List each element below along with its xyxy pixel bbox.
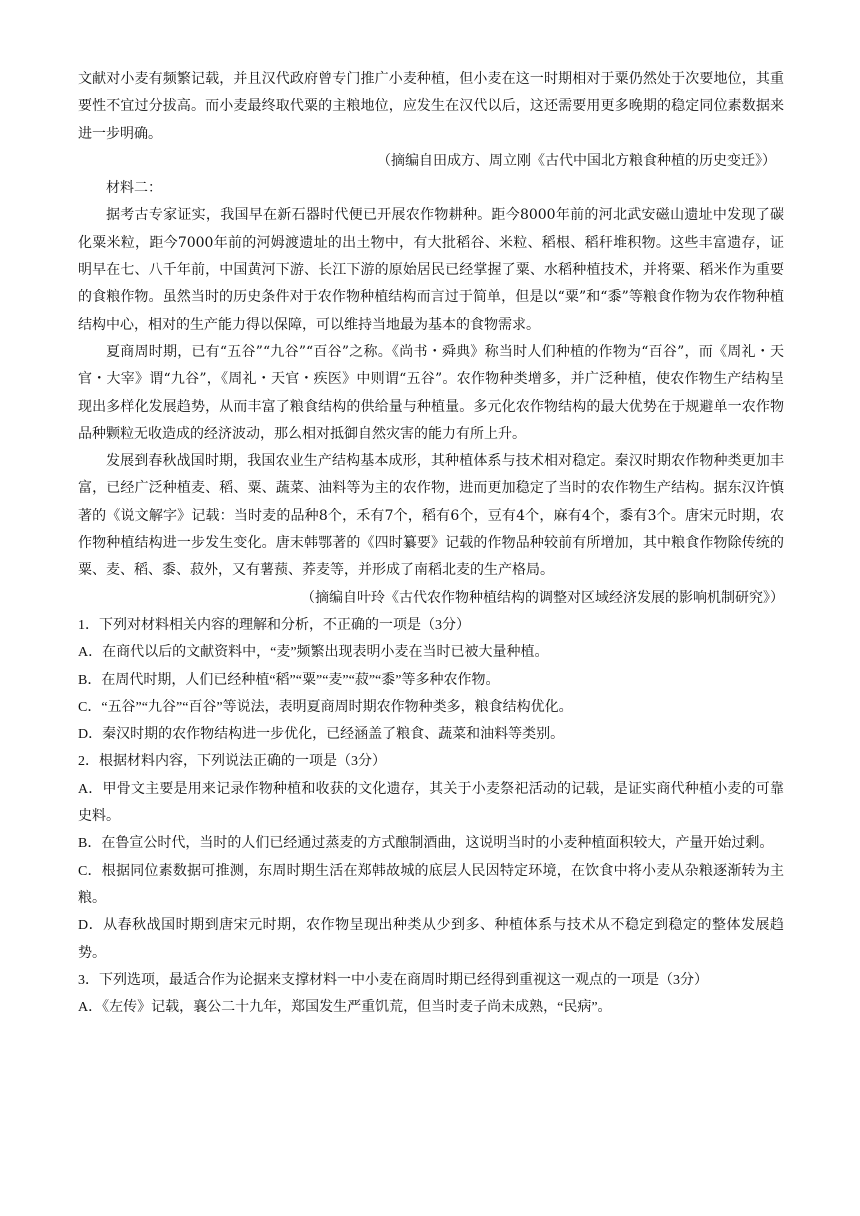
option-b: B．在鲁宣公时代，当时的人们已经通过蒸麦的方式酿制酒曲，这说明当时的小麦种植面积较大，产量开始过剩。 [78,836,774,852]
option-a: A．甲骨文主要是用来记录作物种植和收获的文化遗存，其关于小麦祭祀活动的记载，是证实商代种植小麦的可靠史料。 [78,781,784,825]
material2-paragraph-2: 夏商周时期，已有“五谷”“九谷”“百谷”之称。《尚书・舜典》称当时人们种植的作物为“百谷”，而《周礼・天官・大宰》谓“九谷”，《周礼・天官・疾医》中则谓“五谷”。农作物种类增多，并广泛种植，使农作物生产结构呈现出多样化发展趋势，从而丰富了粮食结构的供给量与种植量。多元化农作物结构的最大优势在于规避单一农作物品种颗粒无收造成的经济波动，那么相对抵御自然灾害的能力有所上升。 [78,343,784,442]
material1-continuation: 文献对小麦有频繁记载，并且汉代政府曾专门推广小麦种植，但小麦在这一时期相对于粟仍然处于次要地位，其重要性不宜过分拔高。而小麦最终取代粟的主粮地位，应发生在汉代以后，这还需要用更多晚期的稳定同位素数据来进一步明确。 [78,71,784,142]
question-2 [78,748,784,966]
option-a: A．在商代以后的文献资料中，“麦”频繁出现表明小麦在当时已被大量种植。 [78,645,549,661]
option-b: B．在周代时期，人们已经种植“稻”“粟”“麦”“菽”“黍”等多种农作物。 [78,672,500,688]
question-1 [78,612,784,748]
question-stem: 2．根据材料内容，下列说法正确的一项是（3分） [78,754,386,770]
material2-paragraph-1: 据考古专家证实，我国早在新石器时代便已开展农作物耕种。距今8000年前的河北武安磁山遗址中发现了碳化粟米粒，距今7000年前的河姆渡遗址的出土物中，有大批稻谷、米粒、稻根、稻秆堆积物。这些丰富遗存，证明早在七、八千年前，中国黄河下游、长江下游的原始居民已经掌握了粟、水稻种植技术，并将粟、稻米作为重要的食粮作物。虽然当时的历史条件对于农作物种植结构而言过于简单，但是以“粟”和“黍”等粮食作物为农作物种植结构中心，相对的生产能力得以保障，可以维持当地最为基本的食物需求。 [78,207,784,333]
option-c: C．根据同位素数据可推测，东周时期生活在郑韩故城的底层人民因特定环境，在饮食中将小麦从杂粮逐渐转为主粮。 [78,863,784,906]
material1-source: （摘编自田成方、周立刚《古代中国北方粮食种植的历史变迁》） [377,152,776,169]
material2-source: （摘编自叶玲《古代农作物种植结构的调整对区域经济发展的影响机制研究》） [301,589,784,606]
option-c: C．“五谷”“九谷”“百谷”等说法，表明夏商周时期农作物种类多，粮食结构优化。 [78,699,573,715]
material2-heading: 材料二： [106,180,162,197]
material2-paragraph-3: 发展到春秋战国时期，我国农业生产结构基本成形，其种植体系与技术相对稳定。秦汉时期农作物种类更加丰富，已经广泛种植麦、稻、粟、蔬菜、油料等为主的农作物，进而更加稳定了当时的农作物生产结构。据东汉许慎著的《说文解字》记载：当时麦的品种8个，禾有7个，稻有6个，豆有4个，麻有4个，黍有3个。唐宋元时期，农作物种植结构进一步发生变化。唐末韩鄂著的《四时纂要》记载的作物品种较前有所增加，其中粮食作物除传统的粟、麦、稻、黍、菽外，又有薯蓣、荞麦等，并形成了南稻北麦的生产格局。 [78,453,784,579]
question-stem: 1．下列对材料相关内容的理解和分析，不正确的一项是（3分） [78,617,470,633]
question-stem: 3．下列选项，最适合作为论据来支撑材料一中小麦在商周时期已经得到重视这一观点的一项是（3分） [78,972,708,988]
option-d: D．秦汉时期的农作物结构进一步优化，已经涵盖了粮食、蔬菜和油料等类别。 [78,727,565,743]
option-d: D．从春秋战国时期到唐宋元时期，农作物呈现出种类从少到多、种植体系与技术从不稳定到稳定的整体发展趋势。 [78,918,784,961]
option-a: A．《左传》记载，襄公二十九年，郑国发生严重饥荒，但当时麦子尚未成熟，“民病”。 [78,1000,612,1016]
question-3 [78,967,784,1022]
exam-page [78,66,784,1021]
